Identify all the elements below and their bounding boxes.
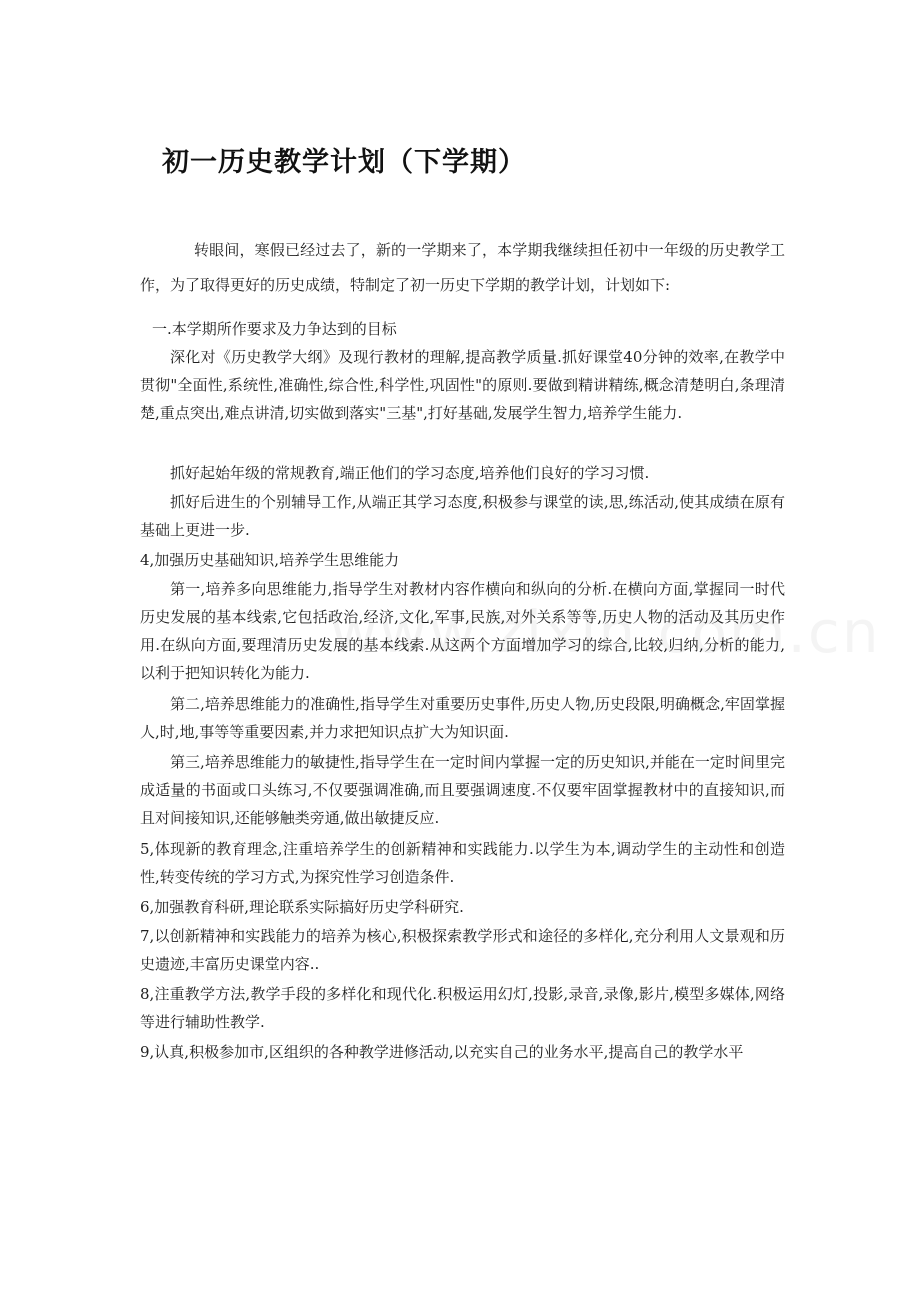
paragraph-tutoring: 抓好后进生的个别辅导工作,从端正其学习态度,积极参与课堂的读,思,练活动,使其成绩在原有基础上更进一步.: [140, 493, 785, 539]
paragraph-first-point: 第一,培养多向思维能力,指导学生对教材内容作横向和纵向的分析.在横向方面,掌握同一时代历史发展的基本线索,它包括政治,经济,文化,军事,民族,对外关系等等,历史人物的活动及其历史作用.在纵向方面,要理清历史发展的基本线索.从这两个方面增加学习的综合,比较,归纳,分析的能力,以利于把知识转化为能力.: [140, 580, 785, 682]
item-6: 6,加强教育科研,理论联系实际搞好历史学科研究.: [140, 898, 464, 916]
item-4-heading: 4,加强历史基础知识,培养学生思维能力: [140, 551, 400, 569]
section-heading-goals: 一.本学期所作要求及力争达到的目标: [152, 320, 397, 338]
paragraph-second-point: 第二,培养思维能力的准确性,指导学生对重要历史事件,历史人物,历史段限,明确概念,牢固掌握人,时,地,事等等重要因素,并力求把知识点扩大为知识面.: [140, 695, 785, 741]
item-5: 5,体现新的教育理念,注重培养学生的创新精神和实践能力.以学生为本,调动学生的主动性和创造性,转变传统的学习方式,为探究性学习创造条件.: [140, 840, 785, 886]
paragraph-third-point: 第三,培养思维能力的敏捷性,指导学生在一定时间内掌握一定的历史知识,并能在一定时间里完成适量的书面或口头练习,不仅要强调准确,而且要强调速度.不仅要牢固掌握教材中的直接知识,而且对间接知识,还能够触类旁通,做出敏捷反应.: [140, 753, 785, 827]
paragraph-routine-education: 抓好起始年级的常规教育,端正他们的学习态度,培养他们良好的学习习惯.: [170, 464, 650, 482]
item-9: 9,认真,积极参加市,区组织的各种教学进修活动,以充实自己的业务水平,提高自己的教学水平: [140, 1043, 744, 1061]
item-7: 7,以创新精神和实践能力的培养为核心,积极探索教学形式和途径的多样化,充分利用人文景观和历史遗迹,丰富历史课堂内容..: [140, 927, 785, 973]
paragraph-goals-detail: 深化对《历史教学大纲》及现行教材的理解,提高教学质量.抓好课堂40分钟的效率,在教学中贯彻"全面性,系统性,准确性,综合性,科学性,巩固性"的原则.要做到精讲精练,概念清楚明白,条理清楚,重点突出,难点讲清,切实做到落实"三基",打好基础,发展学生智力,培养学生能力.: [140, 348, 785, 422]
item-8: 8,注重教学方法,教学手段的多样化和现代化.积极运用幻灯,投影,录音,录像,影片,模型多媒体,网络等进行辅助性教学.: [140, 985, 785, 1031]
document-title: 初一历史教学计划（下学期）: [162, 147, 526, 178]
intro-paragraph: 转眼间，寒假已经过去了，新的一学期来了，本学期我继续担任初中一年级的历史教学工作，为了取得更好的历史成绩，特制定了初一历史下学期的教学计划，计划如下:: [140, 241, 785, 294]
